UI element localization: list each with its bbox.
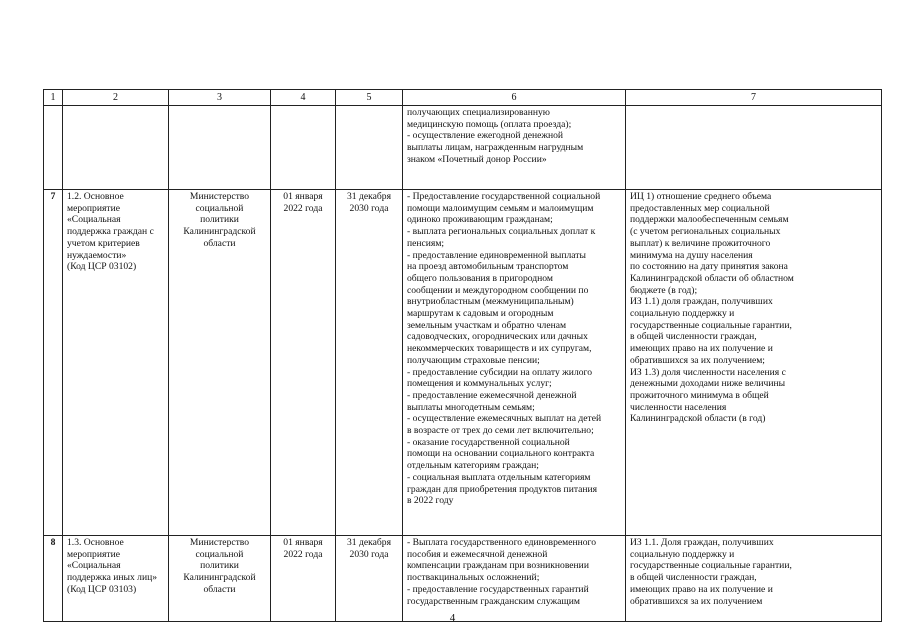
continuation-cell-4 xyxy=(271,106,336,190)
indicators-cell xyxy=(626,536,882,622)
header-row xyxy=(44,90,882,106)
text-line: государственным гражданским служащим xyxy=(407,595,580,607)
text-line: 1.3. Основное xyxy=(67,537,124,548)
program-table xyxy=(43,89,882,622)
text-line: пенсиям; xyxy=(407,237,445,249)
text-line: политики xyxy=(200,560,239,572)
text-line: - Выплата государственного единовременного xyxy=(407,537,597,548)
text-line: помощи на основании социального контракта xyxy=(407,448,595,460)
text-line: - предоставление субсидии на оплату жилого xyxy=(407,366,593,378)
text-line: области xyxy=(203,237,236,249)
text-line: в возрасте от трех до семи лет включительно; xyxy=(407,425,594,437)
text-line: 2022 года xyxy=(283,548,323,560)
text-line: - оказание государственной социальной xyxy=(407,436,570,448)
text-line: (с учетом региональных социальных xyxy=(630,226,781,238)
text-line: (Код ЦСР 03102) xyxy=(67,261,137,273)
text-line: выплат) к величине прожиточного xyxy=(630,237,771,249)
text-line: в общей численности граждан, xyxy=(630,572,757,584)
executor-cell xyxy=(169,190,271,536)
continuation-cell-3 xyxy=(169,106,271,190)
text-line: имеющих право на их получение и xyxy=(630,343,773,355)
text-line: - Предоставление государственной социальной xyxy=(407,191,601,202)
text-line: социальной xyxy=(195,202,244,214)
end-date-cell xyxy=(336,190,403,536)
text-line: некоммерческих товариществ и их супругам, xyxy=(407,343,592,355)
text-line: - социальная выплата отдельным категориям xyxy=(407,471,591,483)
text-line: социальной xyxy=(195,548,244,560)
text-line: поствакцинальных осложнений; xyxy=(407,572,540,584)
text-line: мероприятие xyxy=(67,548,120,560)
text-line: ИЗ 1.1. Доля граждан, получивших xyxy=(630,537,774,548)
text-line: «Социальная xyxy=(67,560,121,572)
text-line: мероприятие xyxy=(67,202,120,214)
text-line: Министерство xyxy=(189,191,250,202)
row-number: 7 xyxy=(44,190,63,536)
text-line: обратившихся за их получением xyxy=(630,595,763,607)
text-line: - предоставление ежемесячной денежной xyxy=(407,389,577,401)
text-line: 2022 года xyxy=(283,202,323,214)
continuation-cell-7 xyxy=(626,106,882,190)
text-line: в 2022 году xyxy=(407,495,454,507)
activities-cell xyxy=(403,536,626,622)
text-line: в общей численности граждан, xyxy=(630,331,757,343)
continuation-row xyxy=(44,106,882,190)
activity-name-cell xyxy=(63,190,169,536)
text-line: поддержка иных лиц» xyxy=(67,572,158,584)
text-line: помещения и коммунальных услуг; xyxy=(407,378,552,390)
header-cell-2: 2 xyxy=(63,90,169,106)
continuation-cell-5 xyxy=(336,106,403,190)
text-line: - предоставление единовременной выплаты xyxy=(407,249,586,261)
text-line: отдельным категориям граждан; xyxy=(407,460,539,472)
continuation-cell-6 xyxy=(403,106,626,190)
text-line: обратившихся за их получением; xyxy=(630,354,765,366)
text-line: знаком «Почетный донор России» xyxy=(407,153,547,165)
text-line: компенсации гражданам при возникновении xyxy=(407,560,589,572)
text-line: 01 января xyxy=(283,537,323,548)
text-line: на проезд автомобильным транспортом xyxy=(407,261,569,273)
header-cell-5: 5 xyxy=(336,90,403,106)
header-cell-6: 6 xyxy=(403,90,626,106)
text-line: выплаты лицам, награжденным нагрудным xyxy=(407,142,584,154)
text-line: численности населения xyxy=(630,401,727,413)
text-line: бюджете (в год); xyxy=(630,284,698,296)
table-row-8 xyxy=(44,536,882,622)
text-line: социальную поддержку и xyxy=(630,308,735,320)
text-line: ИЦ 1) отношение среднего объема xyxy=(630,191,772,202)
text-line: предоставленных мер социальной xyxy=(630,202,770,214)
text-line: прожиточного минимума в общей xyxy=(630,389,769,401)
row-number: 8 xyxy=(44,536,63,622)
text-line: (Код ЦСР 03103) xyxy=(67,583,137,595)
text-line: земельным участкам и обратно членам xyxy=(407,319,567,331)
text-line: 1.2. Основное xyxy=(67,191,124,202)
text-line: поддержки малообеспеченным семьям xyxy=(630,214,789,226)
text-line: 31 декабря xyxy=(347,537,391,548)
text-line: выплаты многодетным семьям; xyxy=(407,401,535,413)
page-number: 4 xyxy=(449,612,456,624)
text-line: маршрутам к садовым и огородным xyxy=(407,308,554,320)
text-line: государственные социальные гарантии, xyxy=(630,560,792,572)
text-line: Калининградской xyxy=(183,572,256,584)
text-line: садоводческих, огороднических или дачных xyxy=(407,331,588,343)
text-line: общего пользования в пригородном xyxy=(407,272,553,284)
text-line: сообщении и междугородном сообщении по xyxy=(407,284,589,296)
header-cell-7: 7 xyxy=(626,90,882,106)
indicators-cell xyxy=(626,190,882,536)
end-date-cell xyxy=(336,536,403,622)
text-line: пособия и ежемесячной денежной xyxy=(407,548,548,560)
text-line: ИЗ 1.1) доля граждан, получивших xyxy=(630,296,773,308)
text-line: медицинскую помощь (оплата проезда); xyxy=(407,118,572,130)
text-line: ИЗ 1.3) доля численности населения с xyxy=(630,366,786,378)
text-line: учетом критериев xyxy=(67,237,140,249)
text-line: - выплата региональных социальных доплат к xyxy=(407,226,596,238)
text-line: - осуществление ежемесячных выплат на детей xyxy=(407,413,602,425)
text-line: внутриобластным (межмуниципальным) xyxy=(407,296,574,308)
continuation-cell-2 xyxy=(63,106,169,190)
text-line: Калининградской области об областном xyxy=(630,272,794,284)
text-line: 2030 года xyxy=(349,548,389,560)
text-line: - предоставление государственных гарантий xyxy=(407,583,589,595)
text-line: государственные социальные гарантии, xyxy=(630,319,792,331)
activity-name-cell xyxy=(63,536,169,622)
text-line: Министерство xyxy=(189,537,250,548)
text-line: помощи малоимущим семьям и малоимущим xyxy=(407,202,594,214)
text-line: 01 января xyxy=(283,191,323,202)
text-line: поддержка граждан с xyxy=(67,226,154,238)
header-cell-4: 4 xyxy=(271,90,336,106)
start-date-cell xyxy=(271,536,336,622)
text-line: минимума на душу населения xyxy=(630,249,753,261)
text-line: социальную поддержку и xyxy=(630,548,735,560)
text-line: Калининградской области (в год) xyxy=(630,413,766,425)
text-line: получающих специализированную xyxy=(407,107,550,118)
text-line: политики xyxy=(200,214,239,226)
text-line: одиноко проживающим гражданам; xyxy=(407,214,553,226)
header-cell-3: 3 xyxy=(169,90,271,106)
text-line: имеющих право на их получение и xyxy=(630,583,773,595)
header-cell-1: 1 xyxy=(44,90,63,106)
table-row-7 xyxy=(44,190,882,536)
text-line: нуждаемости» xyxy=(67,249,127,261)
text-line: по состоянию на дату принятия закона xyxy=(630,261,788,273)
text-line: 2030 года xyxy=(349,202,389,214)
text-line: денежными доходами ниже величины xyxy=(630,378,786,390)
continuation-cell-1 xyxy=(44,106,63,190)
text-line: 31 декабря xyxy=(347,191,391,202)
text-line: Калининградской xyxy=(183,226,256,238)
activities-cell xyxy=(403,190,626,536)
text-line: области xyxy=(203,583,236,595)
text-line: получающим страховые пенсии; xyxy=(407,354,540,366)
text-line: граждан для приобретения продуктов питания xyxy=(407,483,598,495)
start-date-cell xyxy=(271,190,336,536)
text-line: «Социальная xyxy=(67,214,121,226)
text-line: - осуществление ежегодной денежной xyxy=(407,130,564,142)
executor-cell xyxy=(169,536,271,622)
